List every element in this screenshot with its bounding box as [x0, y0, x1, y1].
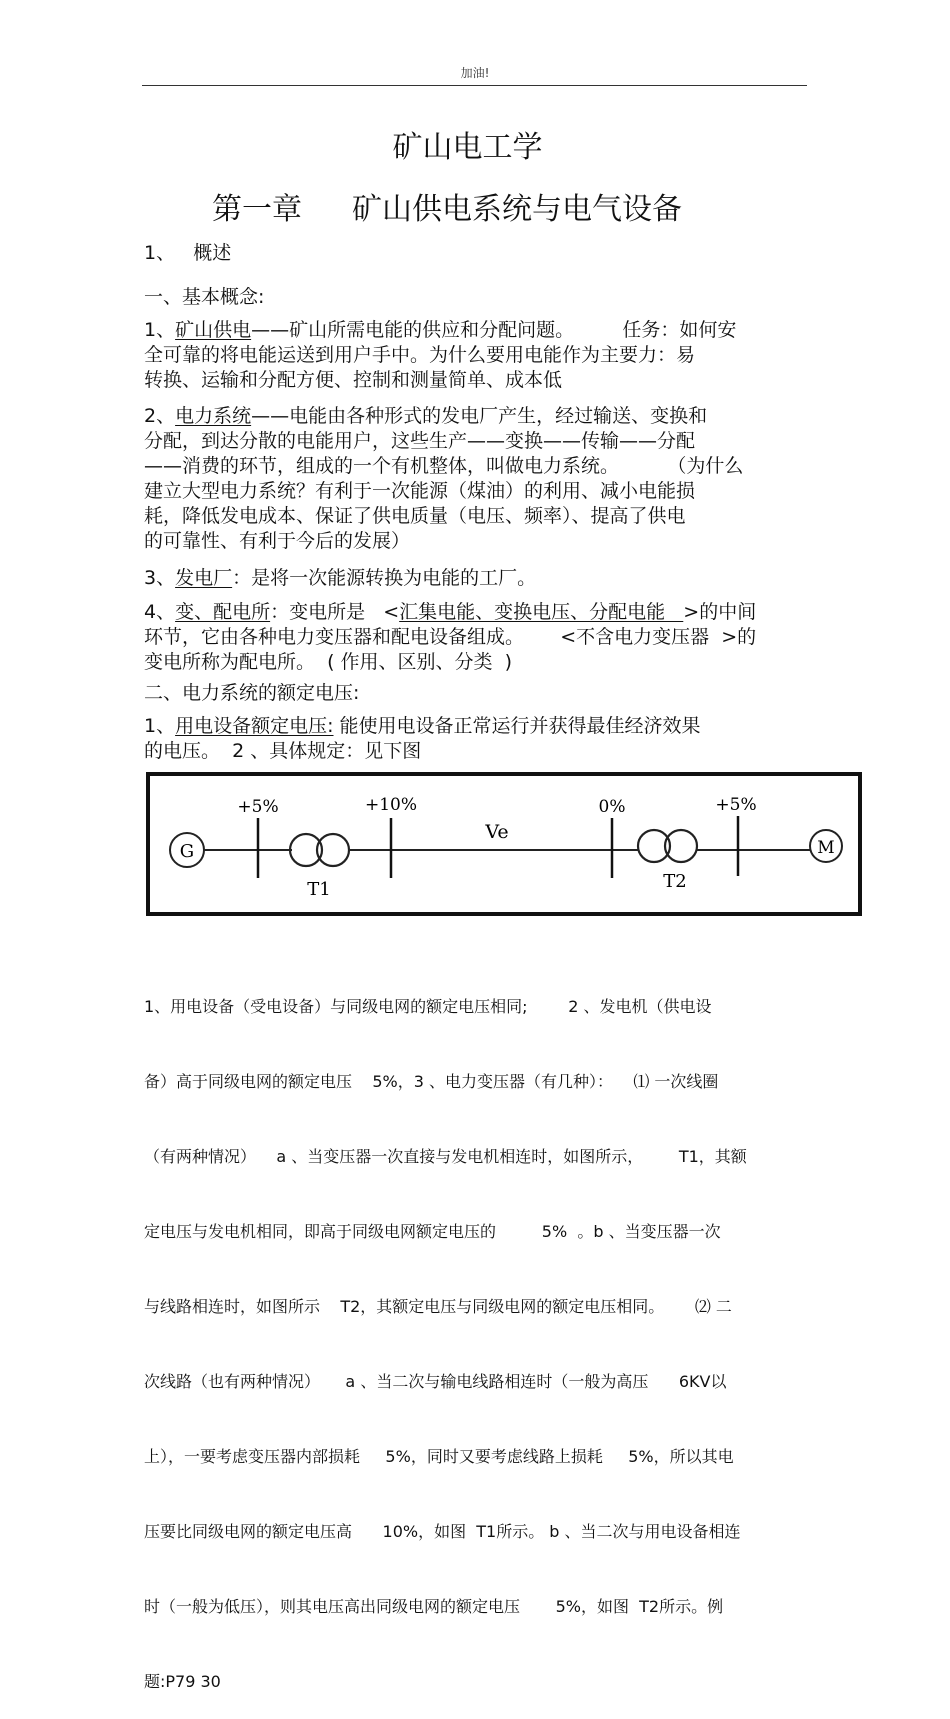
- paragraph-power-plant: [144, 566, 814, 591]
- notes-line: 定电压与发电机相同，即高于同级电网额定电压的 5% 。b 、当变压器一次: [144, 1222, 721, 1241]
- generator-label: G: [179, 841, 195, 862]
- heading-basic-concepts: 一、基本概念:: [144, 286, 265, 308]
- header-rule: [142, 85, 807, 86]
- text-line: ：变电所是 <: [270, 601, 400, 623]
- text-line: >的中间: [683, 601, 757, 623]
- paragraph-power-system: [144, 404, 814, 554]
- label-t2: T2: [663, 871, 687, 892]
- label-t1: T1: [307, 879, 331, 900]
- notes-line: 上），一要考虑变压器内部损耗 5%，同时又要考虑线路上损耗 5%，所以其电: [144, 1447, 734, 1466]
- item-number: 4、: [144, 601, 176, 623]
- section-overview: 1、 概述: [144, 242, 232, 264]
- notes-line: 压要比同级电网的额定电压高 10%，如图 T1所示。 b 、当二次与用电设备相连: [144, 1522, 741, 1541]
- paragraph-mine-power-supply: [144, 318, 814, 393]
- notes-line: 题:P79 30: [144, 1672, 221, 1691]
- term-substation: 变、配电所: [175, 601, 271, 623]
- chapter-heading: [212, 184, 682, 228]
- notes-line: 次线路（也有两种情况） a 、当二次与输电线路相连时（一般为高压 6KV以: [144, 1372, 727, 1391]
- text-line: 耗，降低发电成本、保证了供电质量（电压、频率）、提高了供电: [144, 505, 686, 527]
- text-line: ——矿山所需电能的供应和分配问题。 任务：如何安: [251, 319, 737, 341]
- item-number: 3、: [144, 567, 176, 589]
- text-line: ——电能由各种形式的发电厂产生，经过输送、变换和: [251, 405, 708, 427]
- text-line: 能使用电设备正常运行并获得最佳经济效果: [333, 715, 701, 737]
- label-zero: 0%: [598, 797, 626, 817]
- label-plus10: +10%: [364, 795, 418, 815]
- item-number: 1、: [144, 319, 176, 341]
- notes-line: 时（一般为低压），则其电压高出同级电网的额定电压 5%，如图 T2所示。例: [144, 1597, 724, 1616]
- chapter-name: 矿山供电系统与电气设备: [352, 192, 682, 227]
- paragraph-rated-voltage: [144, 714, 814, 764]
- item-number: 1、: [144, 715, 176, 737]
- notes-line: （有两种情况） a 、当变压器一次直接与发电机相连时，如图所示， T1，其额: [144, 1147, 747, 1166]
- text-line: 建立大型电力系统？有利于一次能源（煤油）的利用、减小电能损: [144, 480, 696, 502]
- text-line: ：是将一次能源转换为电能的工厂。: [232, 567, 537, 589]
- text-line: 全可靠的将电能运送到用户手中。为什么要用电能作为主要力：易: [144, 344, 696, 366]
- term-power-plant: 发电厂: [175, 567, 233, 589]
- chapter-number: 第一章: [212, 192, 302, 227]
- text-line: 分配，到达分散的电能用户，这些生产——变换——传输——分配: [144, 430, 696, 452]
- label-plus5-right: +5%: [715, 795, 757, 815]
- notes-line: 1、用电设备（受电设备）与同级电网的额定电压相同; 2 、发电机（供电设: [144, 997, 712, 1016]
- heading-rated-voltage: 二、电力系统的额定电压:: [144, 682, 360, 704]
- term-mine-power-supply: 矿山供电: [175, 319, 252, 341]
- text-line: 的可靠性、有利于今后的发展）: [144, 530, 411, 552]
- notes-line: 与线路相连时，如图所示 T2，其额定电压与同级电网的额定电压相同。 ⑵ 二: [144, 1297, 732, 1316]
- text-line: 环节，它由各种电力变压器和配电设备组成。 <不含电力变压器 >的: [144, 626, 757, 648]
- text-line: 的电压。 2 、具体规定：见下图: [144, 740, 422, 762]
- item-number: 2、: [144, 405, 176, 427]
- term-rated-voltage: 用电设备额定电压:: [175, 715, 334, 737]
- text-line: 变电所称为配电所。 ( 作用、区别、分类 ): [144, 651, 513, 673]
- label-plus5-left: +5%: [237, 797, 279, 817]
- text-line: ——消费的环节，组成的一个有机整体，叫做电力系统。 （为什么: [144, 455, 744, 477]
- motor-label: M: [817, 838, 835, 858]
- term-substation-functions: 汇集电能、变换电压、分配电能: [399, 601, 684, 623]
- term-power-system: 电力系统: [175, 405, 252, 427]
- label-ve: Ve: [485, 821, 509, 843]
- notes-line: 备）高于同级电网的额定电压 5%，3 、电力变压器（有几种）： ⑴ 一次线圈: [144, 1072, 719, 1091]
- paragraph-substation: [144, 600, 814, 675]
- page-header: 加油!: [460, 66, 490, 80]
- text-line: 转换、运输和分配方便、控制和测量简单、成本低: [144, 369, 563, 391]
- voltage-diagram: [144, 770, 866, 922]
- notes-paragraph: [144, 944, 809, 1719]
- document-title: 矿山电工学: [392, 130, 543, 165]
